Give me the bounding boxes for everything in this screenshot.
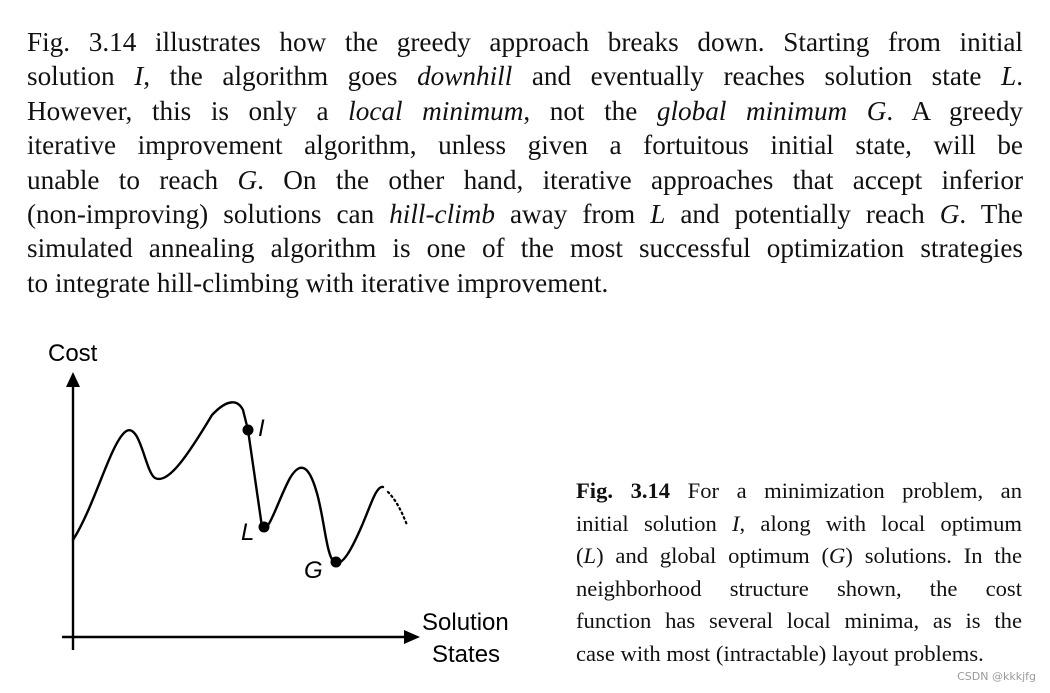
text-run: initial solution — [576, 510, 732, 536]
point-initial-marker — [243, 425, 254, 436]
text-run: , the algorithm goes — [143, 61, 418, 92]
caption-figure-number: Fig. 3.14 — [576, 478, 671, 503]
cost-landscape-figure — [0, 320, 560, 680]
italic-text: L — [583, 543, 597, 569]
italic-text: local minimum — [348, 95, 524, 126]
text-run: ) solutions. In the — [845, 543, 1022, 569]
paragraph-line — [27, 25, 1023, 59]
figure-caption — [576, 475, 1022, 671]
paragraph-line — [27, 163, 1023, 197]
text-run: case with most (intractable) layout problems. — [576, 640, 984, 666]
text-run: ) and global optimum ( — [596, 543, 830, 569]
text-run: (non-improving) solutions can — [27, 199, 390, 230]
italic-text: L — [1001, 61, 1017, 92]
y-axis-label: Cost — [48, 340, 98, 367]
text-run: . The — [959, 199, 1023, 230]
cost-curve-continuation — [388, 492, 407, 525]
text-run: Fig. 3.14 illustrates how the greedy approach breaks down. Starting from initial — [27, 27, 1023, 57]
italic-text: I — [732, 510, 740, 536]
text-run: For a minimization problem, an — [670, 478, 1022, 503]
cost-curve — [73, 402, 383, 563]
point-global-label: G — [304, 557, 323, 584]
paragraph-line — [27, 59, 1023, 93]
text-run: away from — [494, 199, 651, 230]
caption-line — [576, 638, 1022, 671]
caption-line — [576, 605, 1022, 638]
italic-text: G — [829, 543, 846, 569]
x-axis-label-line2: States — [432, 641, 501, 668]
paragraph-line — [27, 128, 1023, 162]
text-run: and potentially reach — [665, 199, 940, 230]
text-run: . — [1016, 61, 1023, 92]
caption-line — [576, 573, 1022, 606]
paragraph-line — [27, 266, 1023, 300]
text-run: simulated annealing algorithm is one of the most successful optimization strategies — [27, 233, 1023, 264]
text-run: and eventually reaches solution state — [512, 61, 1002, 92]
text-run: neighborhood structure shown, the cost — [576, 575, 1022, 601]
x-axis-label-line1: Solution — [422, 609, 509, 636]
caption-line — [576, 508, 1022, 541]
text-run: , along with local optimum — [739, 510, 1022, 536]
paragraph-line — [27, 94, 1023, 128]
italic-text: L — [650, 199, 666, 230]
text-run: ( — [576, 543, 584, 569]
point-global-marker — [331, 557, 342, 568]
text-run: , not the — [523, 95, 657, 126]
point-local-marker — [259, 522, 270, 533]
paragraph-line — [27, 231, 1023, 265]
paragraph-line — [27, 197, 1023, 231]
italic-text: downhill — [417, 61, 513, 92]
text-run: solution — [27, 61, 135, 92]
text-run: to integrate hill-climbing with iterative improvement. — [27, 267, 609, 298]
body-paragraph — [27, 25, 1023, 300]
point-local-label: L — [241, 519, 255, 546]
italic-text: G — [237, 164, 258, 195]
text-run: . On the other hand, iterative approaches that accept inferior — [257, 164, 1024, 195]
y-axis-arrowhead — [66, 372, 80, 387]
italic-text: I — [134, 61, 144, 92]
point-initial-label: I — [258, 415, 265, 442]
text-run: unable to reach — [27, 164, 238, 195]
text-run: . A greedy — [886, 95, 1024, 126]
italic-text: hill-climb — [389, 199, 495, 230]
text-run: However, this is only a — [27, 95, 349, 126]
text-run: iterative improvement algorithm, unless given a fortuitous initial state, will be — [27, 130, 1023, 161]
x-axis-arrowhead — [404, 630, 420, 644]
watermark: CSDN @kkkjfg — [957, 670, 1036, 683]
caption-line — [576, 540, 1022, 573]
italic-text: G — [939, 199, 960, 230]
italic-text: global minimum G — [656, 95, 887, 126]
text-run: function has several local minima, as is the — [576, 608, 1022, 634]
caption-line — [576, 475, 1022, 508]
